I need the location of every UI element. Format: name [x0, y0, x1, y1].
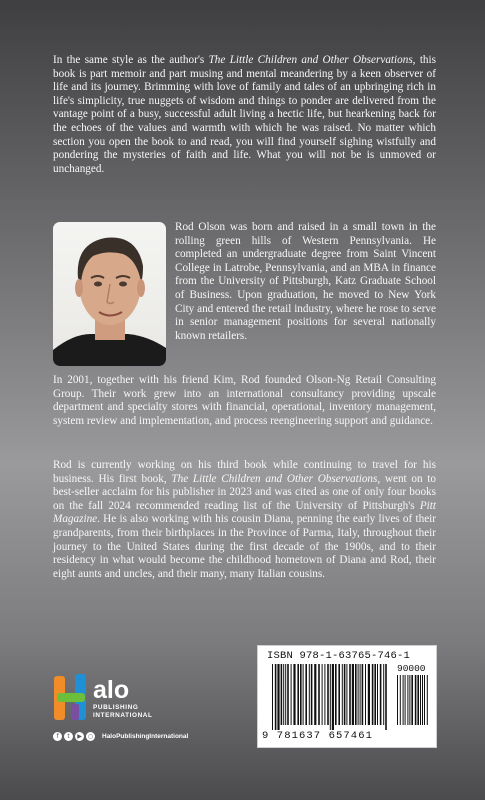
book-description: [53, 54, 436, 176]
publisher-logo: [53, 670, 193, 725]
isbn-barcode: [257, 645, 437, 748]
social-handle: HaloPublishingInternational: [102, 732, 189, 740]
first-book-title-ref: The Little Children and Other Observations: [171, 472, 378, 485]
instagram-icon[interactable]: ○: [87, 732, 94, 740]
bio-text-end: . He is also working with his cousin Diana, penning the early lives of their grandparents, from their birthplaces in the Province of Parma, Italy, throughout their journey to the United States during the first decade of the 1900s, and to their residency in what would become the childhood hometown of Diana and Rod, their eight aunts and uncles, and their many, many Italian cousins.: [53, 513, 436, 580]
description-text-rest: , this book is part memoir and part musing and mental meandering by a keen observer of life and its journey. Brimming with love of family and tales of an upbringing rich in life's simplicity, true nuggets of wisdom and things to ponder are delivered from the vantage point of a busy, successful adult living a hectic life, but hearkening back for the echoes of the values and warmth with which he was raised. No matter which section you open the book to and read, you will find yourself sighing wistfully and pondering the mysteries of faith and life. What you will not be is unmoved or unchanged.: [53, 54, 436, 175]
author-portrait-illustration: [53, 222, 166, 366]
logo-international: INTERNATIONAL: [93, 712, 153, 719]
barcode-bars: [272, 664, 390, 730]
social-links: [53, 730, 188, 742]
price-code: 90000: [397, 663, 426, 674]
barcode-addon-bars: [397, 675, 430, 730]
barcode-digits: 9 781637 657461: [262, 730, 374, 742]
author-bio-paragraph-2: In 2001, together with his friend Kim, Rod founded Olson-Ng Retail Consulting Group. Their work grew into an international consultancy providing upscale department and specialty stores with financial, operational, inventory management, system review and implementation, and process reengineering support and guidance.: [53, 374, 436, 427]
isbn-label: ISBN 978-1-63765-746-1: [267, 650, 411, 662]
author-bio-paragraph-1: Rod Olson was born and raised in a small town in the rolling green hills of Western Pennsylvania. He completed an undergraduate degree from Saint Vincent College in Latrobe, Pennsylvania, and an MBA in finance from the University of Pittsburgh, Katz Graduate School of Business. Upon graduation, he moved to New York City and entered the retail industry, where he rose to serve in senior management positions for several nationally known retailers.: [175, 221, 436, 342]
facebook-icon[interactable]: f: [53, 732, 62, 741]
bio-text-cont: , went on to best-seller acclaim for his publisher in 2023 and was cited as one of only four books on the fall 2024 recommended reading list of the University of Pittsburgh's: [53, 472, 437, 512]
bio-text: Rod is currently working on his third book while continuing to travel for his business. His first book,: [53, 459, 436, 485]
description-text: In the same style as the author's: [53, 54, 209, 66]
youtube-icon[interactable]: ▶: [75, 732, 84, 741]
twitter-icon[interactable]: t: [64, 732, 73, 741]
logo-publishing: PUBLISHING: [93, 704, 139, 711]
halo-h-icon: [53, 674, 89, 722]
first-book-title: The Little Children and Other Observations: [208, 54, 413, 66]
logo-wordmark: alo: [93, 676, 130, 704]
magazine-title: Pitt Magazine: [53, 499, 436, 526]
author-photo: [53, 222, 166, 366]
author-bio-paragraph-3: [53, 459, 436, 581]
